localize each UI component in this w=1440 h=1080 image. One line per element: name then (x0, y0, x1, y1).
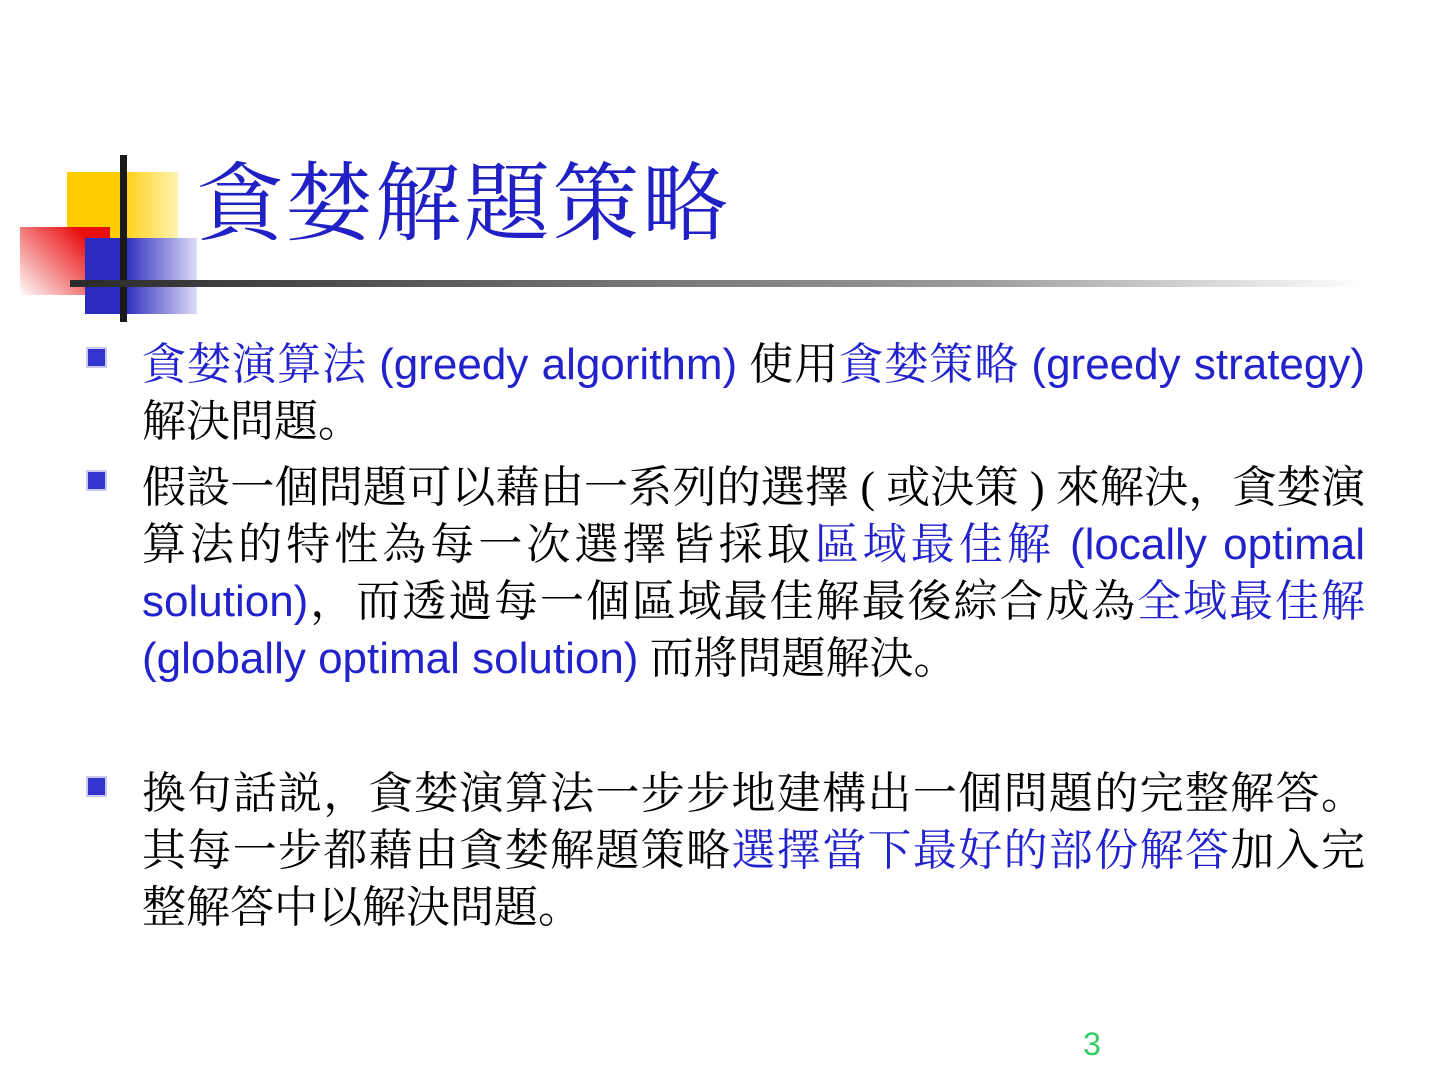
decoration-vertical-line (120, 155, 127, 322)
page-number: 3 (1083, 1026, 1101, 1062)
decoration-blue-square (85, 238, 197, 314)
bullet-text (142, 463, 1365, 683)
bullet-list (88, 336, 1365, 936)
bullet-text (142, 769, 1365, 932)
bullet-text (142, 340, 1365, 446)
bullet-item (88, 336, 1365, 450)
text-run: (globally optimal solution) (142, 634, 639, 683)
bullet-item (88, 765, 1365, 936)
text-run: (greedy algorithm) (379, 340, 738, 389)
text-run: 換句話説，貪婪演算法一步步地建構出一個問題的完整解答。其每一步都藉由貪婪解題策略 (142, 769, 1365, 875)
title-divider-line (70, 280, 1365, 287)
bullet-square-icon (88, 472, 105, 489)
text-run: 貪婪策略 (839, 340, 1032, 389)
slide-body (88, 336, 1365, 945)
text-run: (greedy strategy) (1031, 340, 1366, 389)
text-run: 而將問題解決。 (638, 634, 958, 683)
slide-title: 貪婪解題策略 (197, 156, 731, 252)
text-run: ，而透過每一個區域最佳解最後綜合成為 (308, 577, 1138, 626)
bullet-square-icon (88, 349, 105, 366)
text-run: 使用 (737, 340, 840, 389)
text-run: 全域最佳解 (1137, 577, 1366, 626)
bullet-item (88, 459, 1365, 687)
text-run: 選擇當下最好的部份解答 (731, 826, 1231, 875)
text-run: 假設一個問題可以藉由一系列的選擇 ( 或決策 ) 來解決，貪婪演算法的特性為每一次選擇皆採取 (142, 463, 1365, 569)
text-run: (locally optimal solution) (142, 520, 1366, 626)
text-run: 區域最佳解 (814, 520, 1070, 569)
bullet-square-icon (88, 778, 105, 795)
text-run: 加入完整解答中以解決問題。 (142, 826, 1366, 932)
text-run: 解決問題。 (142, 397, 362, 446)
text-run: 貪婪演算法 (142, 340, 380, 389)
